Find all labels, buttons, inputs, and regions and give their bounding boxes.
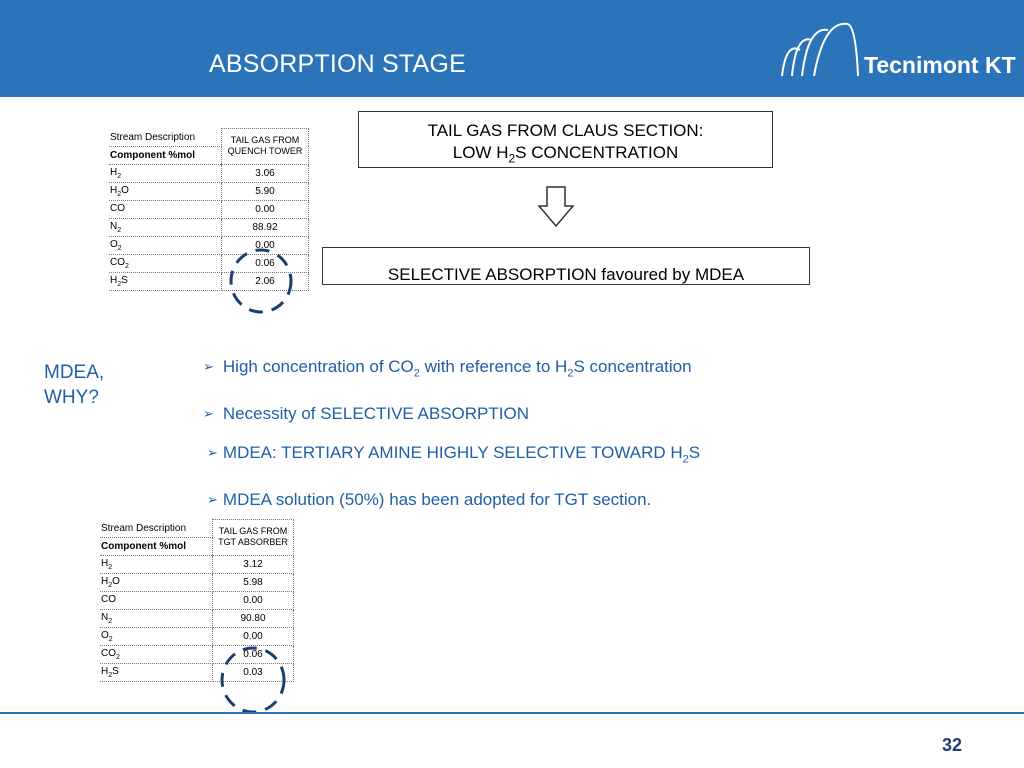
component-value: 90.80	[213, 609, 294, 627]
bullet-mdea-solution: ➢ MDEA solution (50%) has been adopted for TGT section.	[207, 490, 652, 509]
component-name: $CO_2$	[109, 254, 222, 272]
page-number: 32	[942, 735, 963, 755]
table-row	[109, 182, 309, 200]
stream-name-header	[222, 129, 309, 165]
component-value: 5.98	[213, 573, 294, 591]
table-header-row	[100, 520, 294, 538]
stream-name-line1: TAIL GAS FROM	[230, 135, 300, 146]
footer-divider	[0, 712, 1024, 714]
component-name: $H_2$	[100, 555, 213, 573]
component-value: 0.03	[213, 663, 294, 681]
mdea-why-line1: MDEA,	[44, 362, 105, 383]
component-name: $H_2S$	[100, 663, 213, 681]
component-name: $H_2O$	[109, 182, 222, 200]
logo-text: Tecnimont KT	[864, 52, 1016, 78]
bullet-arrow-icon: ➢	[203, 359, 214, 374]
bullet-co2-concentration: ➢ High concentration of $CO_2$ with reference to $H_2S$ concentration	[203, 357, 692, 380]
header-bar	[0, 0, 1024, 97]
table-header-row	[109, 129, 309, 147]
tail-gas-line1: TAIL GAS FROM CLAUS SECTION:	[427, 121, 704, 140]
bullet-arrow-icon: ➢	[207, 445, 218, 460]
component-value: 3.12	[213, 555, 294, 573]
component-value: 3.06	[222, 164, 309, 182]
slide-title: ABSORPTION STAGE	[209, 50, 466, 78]
mdea-why-line2: WHY?	[44, 387, 99, 408]
stream-name-header	[213, 520, 294, 556]
bullet-selective-absorption: ➢ Necessity of SELECTIVE ABSORPTION	[203, 404, 529, 423]
component-value: 0.00	[213, 627, 294, 645]
component-name: $H_2$	[109, 164, 222, 182]
component-name: $N_2$	[109, 218, 222, 236]
component-value: 2.06	[222, 272, 309, 290]
tecnimont-logo-icon	[778, 20, 864, 80]
component-name: $CO_2$	[100, 645, 213, 663]
component-name: $O_2$	[100, 627, 213, 645]
table-row	[100, 555, 294, 573]
selective-absorption-box	[322, 247, 810, 285]
component-name: CO	[109, 200, 222, 218]
bullet-arrow-icon: ➢	[207, 492, 218, 507]
table-row	[100, 591, 294, 609]
component-name: $H_2O$	[100, 573, 213, 591]
component-value: 0.00	[213, 591, 294, 609]
component-name: $H_2S$	[109, 272, 222, 290]
component-name: $N_2$	[100, 609, 213, 627]
bullet-tertiary-amine: ➢ MDEA: TERTIARY AMINE HIGHLY SELECTIVE TOWARD $H_2S$	[207, 443, 701, 466]
stream-description-label: Stream Description	[100, 520, 213, 538]
table-row	[100, 627, 294, 645]
component-value: 88.92	[222, 218, 309, 236]
component-name: $O_2$	[109, 236, 222, 254]
tail-gas-box	[358, 111, 773, 168]
table-row	[109, 200, 309, 218]
table-row	[100, 573, 294, 591]
table-row	[100, 609, 294, 627]
down-arrow-icon	[537, 186, 575, 228]
company-logo	[778, 20, 1016, 84]
table-row	[109, 164, 309, 182]
component-value: 0.00	[222, 200, 309, 218]
component-value: 5.90	[222, 182, 309, 200]
table-row	[109, 218, 309, 236]
stream-description-label: Stream Description	[109, 129, 222, 147]
component-name: CO	[100, 591, 213, 609]
selective-absorption-text: SELECTIVE ABSORPTION favoured by MDEA	[387, 265, 745, 284]
tail-gas-line2: LOW $H_2S$ CONCENTRATION	[452, 143, 679, 166]
component-value: 0.00	[222, 236, 309, 254]
component-value: 0.06	[213, 645, 294, 663]
stream-name-line1: TAIL GAS FROM	[218, 526, 288, 537]
component-label: Component %mol	[109, 146, 222, 164]
component-label: Component %mol	[100, 537, 213, 555]
stream-name-line2: TGT ABSORBER	[218, 537, 288, 548]
bullet-arrow-icon: ➢	[203, 406, 214, 421]
dashed-circle-icon	[228, 247, 294, 315]
stream-name-line2: QUENCH TOWER	[227, 146, 303, 157]
mdea-why-heading	[44, 360, 104, 410]
component-value: 0.06	[222, 254, 309, 272]
dashed-circle-icon	[219, 645, 287, 715]
